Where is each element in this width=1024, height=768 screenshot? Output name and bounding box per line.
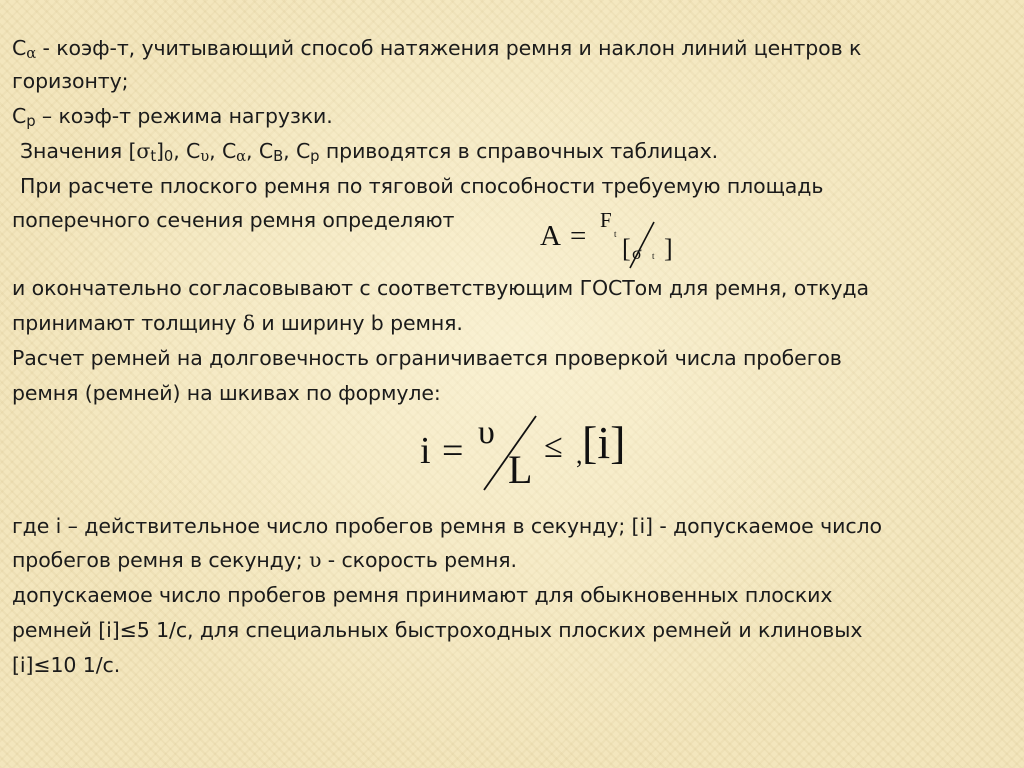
text-line-flat-belt: При расчете плоского ремня по тяговой способности требуемую площадь xyxy=(20,174,824,198)
text-line-durability: Расчет ремней на долговечность ограничивается проверкой числа пробегов xyxy=(12,346,842,370)
text-line-values: Значения $[\sigma_t]_0$, $C_\upsilon$, $C_\alpha$, $C_B$, $C_p$ приводятся в справочных таблицах. xyxy=(20,139,719,165)
formula-area-bracket-close: ] xyxy=(664,234,673,263)
text-line-cross-section: поперечного сечения ремня определяют xyxy=(12,208,455,232)
formula-area-equals: = xyxy=(570,220,587,252)
text-line-wedge-limit: [i]≤10 1/с. xyxy=(12,653,121,677)
text-line-horizon: горизонту; xyxy=(12,69,129,93)
text-line-allowed-runs: допускаемое число пробегов ремня принимают для обыкновенных плоских xyxy=(12,583,833,607)
formula-area xyxy=(536,208,686,272)
formula-run-count-comma: , xyxy=(576,440,583,469)
formula-area-sigma: σ xyxy=(632,243,642,263)
formula-run-count-rhs: [i] xyxy=(582,417,626,468)
text-line-c-alpha: $C_\alpha$ - коэф-т, учитывающий способ натяжения ремня и наклон линий центров к xyxy=(12,36,862,62)
text-line-thickness: принимают толщину δ и ширину b ремня. xyxy=(12,311,463,335)
text-line-gost: и окончательно согласовывают с соответствующим ГОСТом для ремня, откуда xyxy=(12,276,869,300)
formula-area-numerator-subscript: t xyxy=(614,229,617,239)
formula-run-count-lhs: i xyxy=(420,430,431,472)
formula-run-count-leq: ≤ xyxy=(544,428,563,465)
formula-area-numerator: F xyxy=(600,208,612,232)
formula-run-count-equals: = xyxy=(442,430,464,472)
text-line-cp: $C_p$ – коэф-т режима нагрузки. xyxy=(12,104,333,130)
formula-area-bracket-open: [ xyxy=(622,234,631,263)
formula-run-count-numerator: υ xyxy=(478,414,495,451)
text-line-definition-speed: пробегов ремня в секунду; υ - скорость ремня. xyxy=(12,548,517,572)
formula-run-count xyxy=(418,414,638,494)
formula-run-count-denominator: L xyxy=(508,447,533,492)
text-line-definition-i: где i – действительное число пробегов ремня в секунду; [i] - допускаемое число xyxy=(12,514,882,538)
formula-area-lhs: A xyxy=(540,220,561,252)
text-line-pulleys: ремня (ремней) на шкивах по формуле: xyxy=(12,381,441,405)
text-line-allowed-limits: ремней [i]≤5 1/с, для специальных быстроходных плоских ремней и клиновых xyxy=(12,618,863,642)
formula-area-sigma-subscript: t xyxy=(652,251,655,261)
